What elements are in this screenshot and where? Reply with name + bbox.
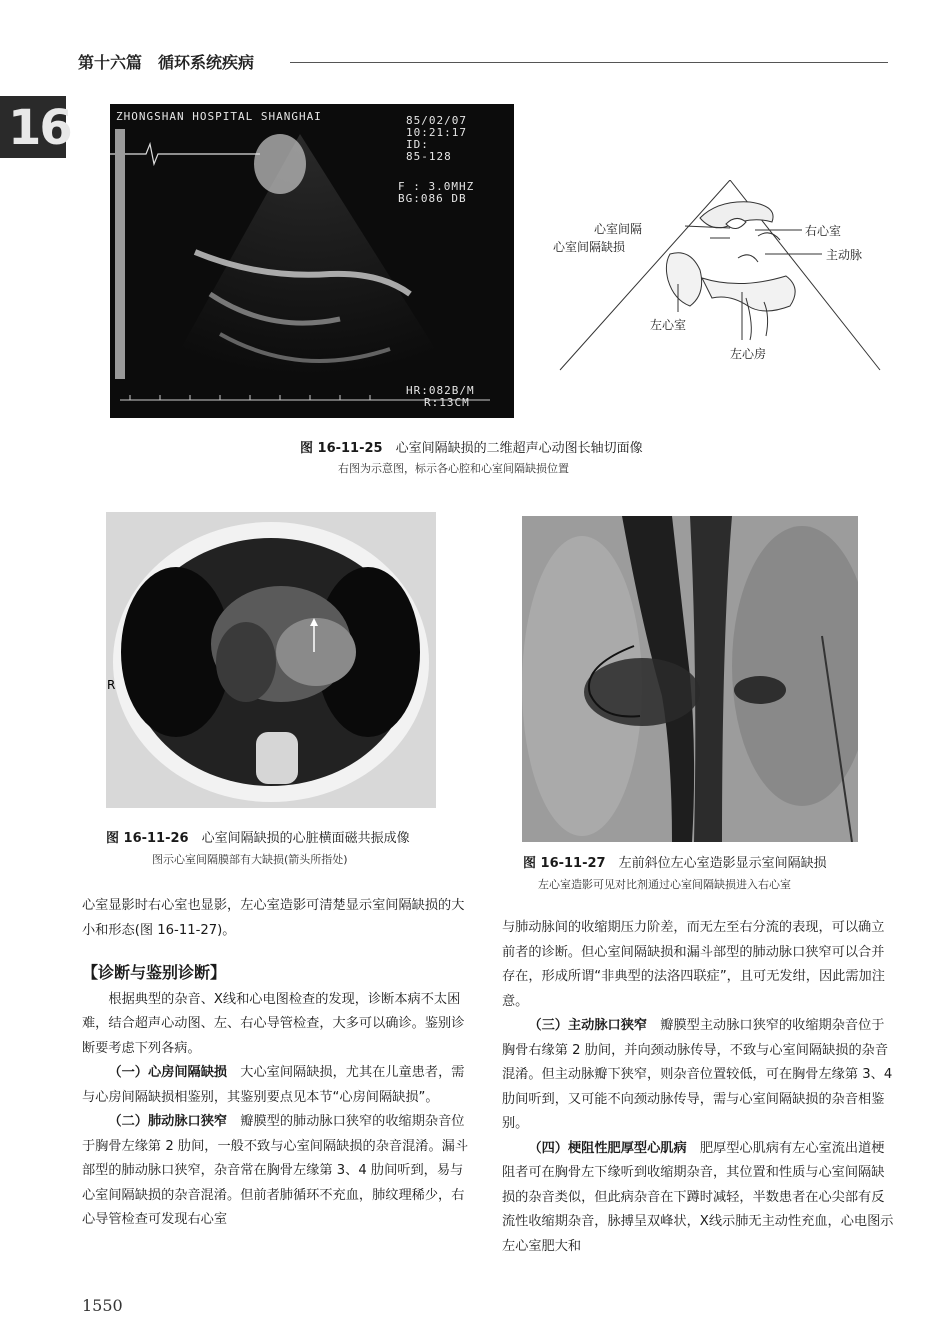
running-header: 第十六篇 循环系统疾病 xyxy=(78,53,255,72)
subheading-pulmonary-stenosis: （二）肺动脉口狭窄 xyxy=(108,1114,228,1129)
echo-frequency: F : 3.0MHZ xyxy=(398,180,475,193)
fig26-note: 图示心室间隔膜部有大缺损(箭头所指处) xyxy=(152,853,348,866)
chapter-tab xyxy=(0,96,71,158)
fig27-note: 左心室造影可见对比剂通过心室间隔缺损进入右心室 xyxy=(538,878,791,891)
mri-side-marker: R xyxy=(107,678,116,692)
echo-image xyxy=(110,104,514,418)
subheading-hypertrophic-cardiomyopathy: （四）梗阻性肥厚型心肌病 xyxy=(528,1140,687,1156)
heart-schematic xyxy=(540,180,890,380)
label-right-ventricle: 右心室 xyxy=(805,224,842,238)
right-para-aortic xyxy=(502,1014,894,1137)
fig27-title: 左前斜位左心室造影显示室间隔缺损 xyxy=(618,856,827,871)
echo-id-value: 85-128 xyxy=(406,150,452,163)
echo-heart-rate: HR:082B/M xyxy=(406,384,475,397)
section-heading-diagnosis: 【诊断与鉴别诊断】 xyxy=(82,963,227,982)
fig27-number: 图 16-11-27 xyxy=(523,856,606,871)
mri-scan-graphic xyxy=(106,512,436,808)
label-septum: 心室间隔 xyxy=(594,222,643,236)
mri-image xyxy=(106,512,436,808)
hcm-text: 肥厚型心肌病有左心室流出道梗阻者可在胸骨左下缘听到收缩期杂音，其位置和性质与心室间隔缺损的杂音类似，但此病杂音在下蹲时减轻，半数患者在心尖部有反流性收缩期杂音，脉搏呈双峰状，X线示肺无主动性充血，心电图示左心室肥大和 xyxy=(502,1140,894,1254)
fig25-title: 心室间隔缺损的二维超声心动图长轴切面像 xyxy=(395,441,643,456)
subheading-atrial-septal-defect: （一）心房间隔缺损 xyxy=(108,1065,228,1080)
echo-gain: BG:086 DB xyxy=(398,192,467,205)
right-para-hcm xyxy=(502,1137,894,1260)
fig26-caption xyxy=(106,827,410,846)
fig25-note: 右图为示意图，标示各心腔和心室间隔缺损位置 xyxy=(338,462,569,475)
header-rule xyxy=(290,62,888,63)
left-column xyxy=(82,894,474,1233)
left-para-continued: 心室显影时右心室也显影，左心室造影可清楚显示室间隔缺损的大小和形态(图 16-11-27)。 xyxy=(82,898,465,938)
echo-id-label: ID: xyxy=(406,138,429,151)
echo-hospital: ZHONGSHAN HOSPITAL SHANGHAI xyxy=(116,110,322,123)
left-para-intro: 根据典型的杂音、X线和心电图检查的发现，诊断本病不太困难，结合超声心动图、左、右心导管检查，大多可以确诊。鉴别诊断要考虑下列各病。 xyxy=(82,991,465,1056)
fig26-title: 心室间隔缺损的心脏横面磁共振成像 xyxy=(201,831,410,846)
fig25-caption xyxy=(300,437,643,456)
atrial-text: 大心室间隔缺损，尤其在儿童患者，需与心房间隔缺损相鉴别，其鉴别要点见本节“心房间隔缺损”。 xyxy=(82,1065,465,1105)
angiogram-graphic xyxy=(522,516,858,842)
fig25-number: 图 16-11-25 xyxy=(300,441,383,456)
fig26-number: 图 16-11-26 xyxy=(106,831,189,846)
echo-scan-graphic xyxy=(110,104,514,418)
right-column xyxy=(502,916,894,1259)
label-left-ventricle: 左心室 xyxy=(650,318,687,332)
page-number: 1550 xyxy=(82,1296,123,1315)
label-vsd: 心室间隔缺损 xyxy=(553,240,626,254)
echo-time: 10:21:17 xyxy=(406,126,467,139)
echo-date: 85/02/07 xyxy=(406,114,467,127)
echo-depth: R:13CM xyxy=(424,396,470,409)
right-para-continued: 与肺动脉间的收缩期压力阶差，而无左至右分流的表现，可以确立前者的诊断。但心室间隔缺损和漏斗部型的肺动脉口狭窄可以合并存在，形成所谓“非典型的法洛四联症”，且可无发绀，因此需加注意。 xyxy=(502,920,885,1009)
left-para-atrial xyxy=(82,1061,474,1110)
aortic-text: 瓣膜型主动脉口狭窄的收缩期杂音位于胸骨右缘第 2 肋间，并向颈动脉传导，不致与心室间隔缺损的杂音混淆。但主动脉瓣下狭窄，则杂音位置较低，可在胸骨左缘第 3、4 肋间听到，又可能不向颈动脉传导，需与心室间隔缺损的杂音相鉴别。 xyxy=(502,1018,893,1131)
fig27-caption xyxy=(523,852,827,871)
pulmonary-text: 瓣膜型的肺动脉口狭窄的收缩期杂音位于胸骨左缘第 2 肋间，一般不致与心室间隔缺损的杂音混淆。漏斗部型的肺动脉口狭窄，杂音常在胸骨左缘第 3、4 肋间听到，易与心室间隔缺损的杂音混淆。但前者肺循环不充血，肺纹理稀少，右心导管检查可发现右心室 xyxy=(82,1114,469,1227)
left-para-pulmonary xyxy=(82,1110,474,1233)
label-aorta: 主动脉 xyxy=(826,248,863,262)
subheading-aortic-stenosis: （三）主动脉口狭窄 xyxy=(528,1018,648,1033)
label-left-atrium: 左心房 xyxy=(730,347,767,361)
chapter-tab-number: 16 xyxy=(8,100,71,156)
angiogram-image xyxy=(522,516,858,842)
